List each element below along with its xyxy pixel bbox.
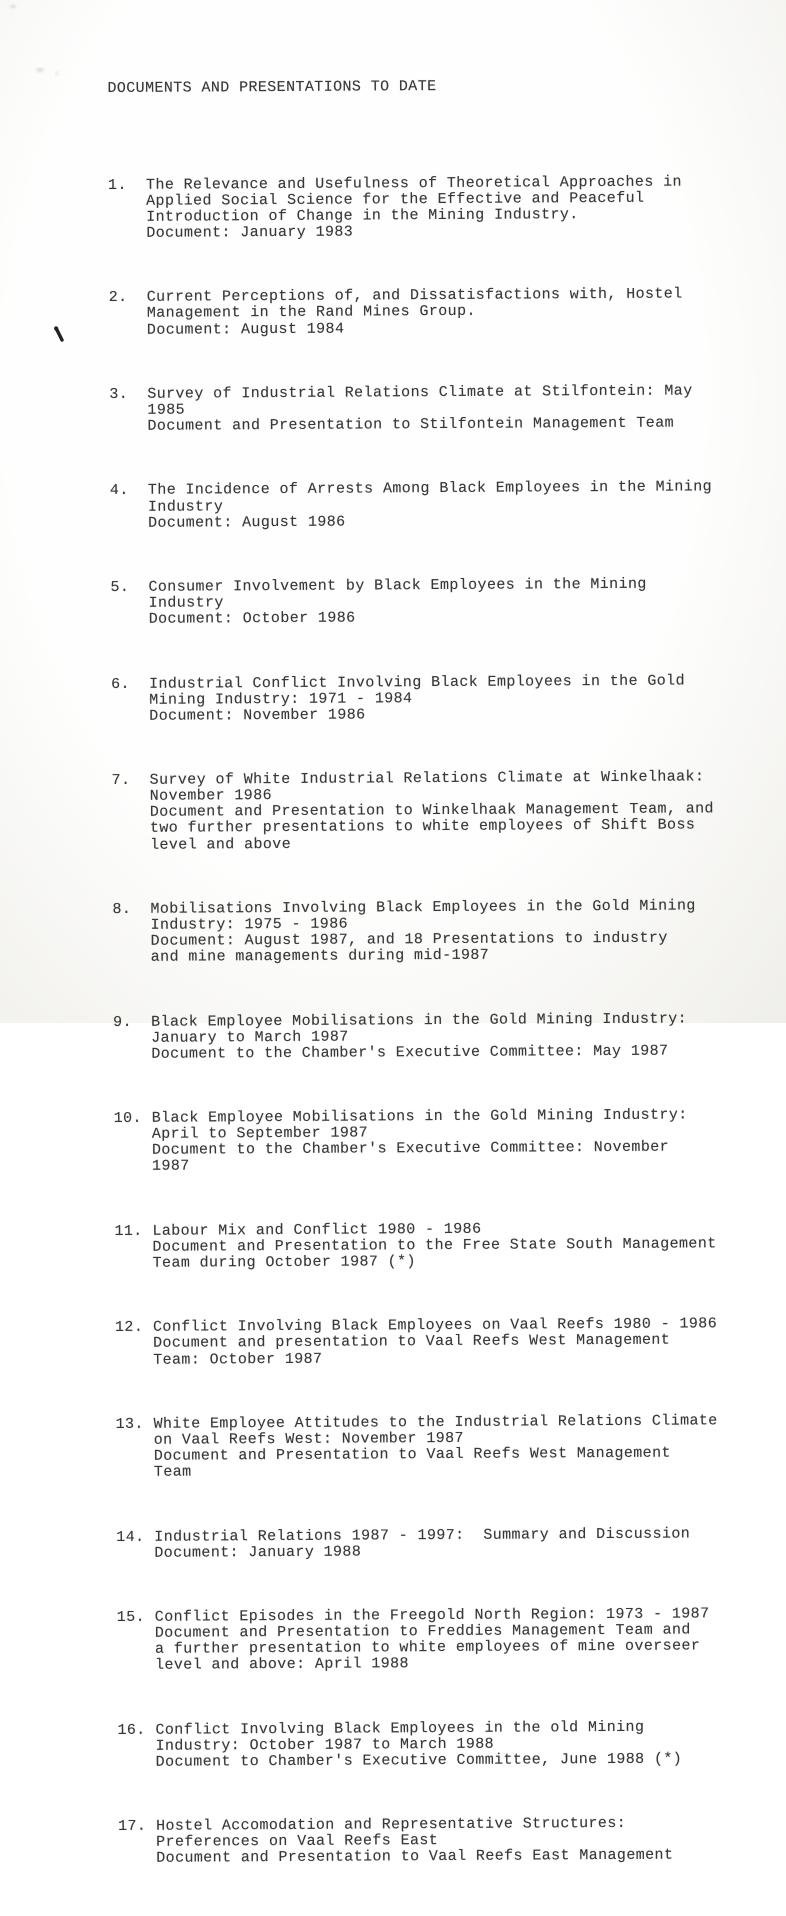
item-line: Document: January 1983 (146, 223, 354, 242)
list-item (114, 1220, 716, 1272)
page-title: DOCUMENTS AND PRESENTATIONS TO DATE (107, 78, 437, 98)
item-line: January to March 1987 (151, 1028, 349, 1047)
list-item (112, 898, 714, 966)
list-item (111, 673, 713, 725)
item-line: Document to the Chamber's Executive Committee: November (151, 1138, 670, 1160)
item-number: 8. (112, 900, 132, 918)
list-item (118, 1816, 720, 1868)
item-line: Black Employee Mobilisations in the Gold Mining Industry: (151, 1010, 688, 1031)
document-content (107, 45, 720, 1915)
item-line: Industry: October 1987 to March 1988 (155, 1735, 495, 1755)
item-number: 17. (118, 1818, 147, 1836)
item-text (153, 1317, 717, 1369)
scan-speck (36, 68, 44, 72)
list-item (117, 1606, 719, 1674)
item-text (149, 673, 713, 725)
item-number: 14. (116, 1528, 145, 1546)
item-number: 6. (111, 675, 130, 693)
item-line: Management in the Rand Mines Group. (146, 303, 476, 323)
item-line: Mining Industry: 1971 - 1984 (149, 689, 413, 709)
list-item (109, 287, 711, 339)
item-line: and mine managements during mid-1987 (150, 946, 490, 966)
item-line: Consumer Involvement by Black Employees in the Mining (148, 575, 647, 596)
item-number: 1. (107, 176, 127, 194)
item-text (151, 1011, 715, 1063)
item-line: Document and Presentation to Stilfontein Management Team (147, 414, 675, 435)
list-item (115, 1317, 717, 1369)
item-line: level and above: April 1988 (155, 1655, 409, 1675)
list-item (110, 576, 712, 628)
list-item (110, 480, 712, 532)
item-line: Team: October 1987 (153, 1350, 323, 1369)
item-line: Industry: 1975 - 1986 (150, 915, 349, 934)
item-text (147, 287, 711, 339)
item-line: Conflict Involving Black Employees on Vaal Reefs 1980 - 1986 (152, 1315, 718, 1337)
item-line: Industrial Relations 1987 - 1997: Summary and Discussion (154, 1525, 691, 1546)
item-line: Conflict Episodes in the Freegold North Region: 1973 - 1987 (154, 1605, 710, 1626)
item-text (154, 1413, 718, 1481)
item-line: Preferences on Vaal Reefs East (156, 1832, 439, 1852)
list-item (114, 1107, 716, 1175)
item-text (155, 1606, 719, 1674)
item-line: November 1986 (149, 787, 273, 805)
item-line: Applied Social Science for the Effective and Peaceful (146, 189, 645, 210)
item-line: Document: October 1986 (148, 609, 356, 628)
item-line: Current Perceptions of, and Dissatisfactions with, Hostel (146, 285, 683, 307)
item-line: Document and Presentation to Vaal Reefs East Management (156, 1846, 674, 1868)
item-line: Document and Presentation to Winkelhaak Management Team, and (149, 800, 714, 822)
item-line: The Relevance and Usefulness of Theoretical Approaches in (145, 173, 682, 194)
item-number: 12. (114, 1319, 144, 1337)
item-line: Document: August 1984 (146, 320, 345, 339)
item-number: 15. (116, 1608, 146, 1626)
item-number: 9. (113, 1013, 133, 1031)
item-text (148, 480, 712, 532)
item-line: Document to Chamber's Executive Committee, June 1988 (*) (155, 1750, 683, 1771)
item-line: 1985 (147, 401, 186, 419)
pen-mark-icon (52, 326, 68, 344)
item-line: a further presentation to white employees of mine overseer (154, 1637, 701, 1658)
item-line: Document and Presentation to the Free State South Management (152, 1235, 717, 1256)
item-line: Document to the Chamber's Executive Committee: May 1987 (151, 1042, 669, 1063)
item-text (150, 898, 714, 966)
item-line: Industrial Conflict Involving Black Employees in the Gold (149, 672, 686, 693)
item-line: Document: August 1986 (148, 513, 346, 532)
item-line: White Employee Attitudes to the Industrial Relations Climate (153, 1412, 718, 1433)
list-item (112, 769, 715, 853)
item-line: Hostel Accomodation and Representative Structures: (156, 1815, 627, 1835)
item-line: Labour Mix and Conflict 1980 - 1986 (152, 1220, 482, 1240)
item-text (155, 1719, 719, 1771)
item-line: Conflict Involving Black Employees in the old Mining (155, 1718, 645, 1739)
item-number: 10. (113, 1109, 143, 1128)
item-text (148, 576, 712, 628)
item-line: Document and Presentation to Freddies Management Team and (154, 1621, 691, 1642)
item-line: April to September 1987 (151, 1124, 369, 1143)
item-text (150, 769, 715, 853)
item-line: Document and Presentation to Vaal Reefs West Management (153, 1444, 671, 1465)
item-text (152, 1220, 716, 1272)
item-number: 4. (109, 482, 129, 500)
item-text (156, 1816, 720, 1868)
item-number: 5. (110, 578, 130, 597)
item-number: 13. (115, 1415, 144, 1433)
item-line: Document and presentation to Vaal Reefs West Management (153, 1332, 671, 1353)
item-text (147, 383, 711, 435)
item-number: 3. (109, 385, 129, 403)
item-line: Document: January 1988 (154, 1543, 362, 1562)
item-line: Introduction of Change in the Mining Industry. (146, 205, 579, 226)
item-line: Industry (148, 594, 224, 612)
item-text (154, 1526, 718, 1562)
list-item (117, 1719, 719, 1771)
item-line: Survey of Industrial Relations Climate at Stilfontein: May (147, 382, 693, 403)
item-text (152, 1107, 716, 1175)
list-item (113, 1011, 715, 1063)
item-line: on Vaal Reefs West: November 1987 (153, 1429, 464, 1449)
item-line: Document: August 1987, and 18 Presentations to industry (150, 929, 668, 950)
item-number: 16. (117, 1721, 146, 1739)
item-line: Black Employee Mobilisations in the Gold Mining Industry: (151, 1106, 688, 1127)
item-line: Team during October 1987 (*) (152, 1253, 416, 1272)
item-text (146, 174, 710, 242)
list-item (116, 1526, 718, 1562)
scan-speck (55, 72, 59, 75)
item-number: 2. (108, 289, 128, 307)
item-line: The Incidence of Arrests Among Black Employees in the Mining (147, 478, 713, 500)
item-number: 11. (114, 1222, 143, 1240)
item-line: Survey of White Industrial Relations Climate at Winkelhaak: (149, 768, 705, 789)
list-item (108, 174, 710, 242)
item-line: 1987 (151, 1157, 190, 1176)
list-item (116, 1413, 718, 1481)
item-line: Document: November 1986 (149, 706, 366, 725)
scan-speck (10, 5, 16, 8)
list-item (109, 383, 711, 435)
item-line: Mobilisations Involving Black Employees in the Gold Mining (150, 897, 696, 918)
item-line: two further presentations to white employees of Shift Boss (149, 816, 696, 838)
document-list (108, 142, 721, 1884)
item-line: level and above (150, 835, 292, 854)
item-line: Industry (147, 497, 224, 516)
item-number: 7. (111, 772, 131, 790)
item-line: Team (153, 1463, 192, 1481)
